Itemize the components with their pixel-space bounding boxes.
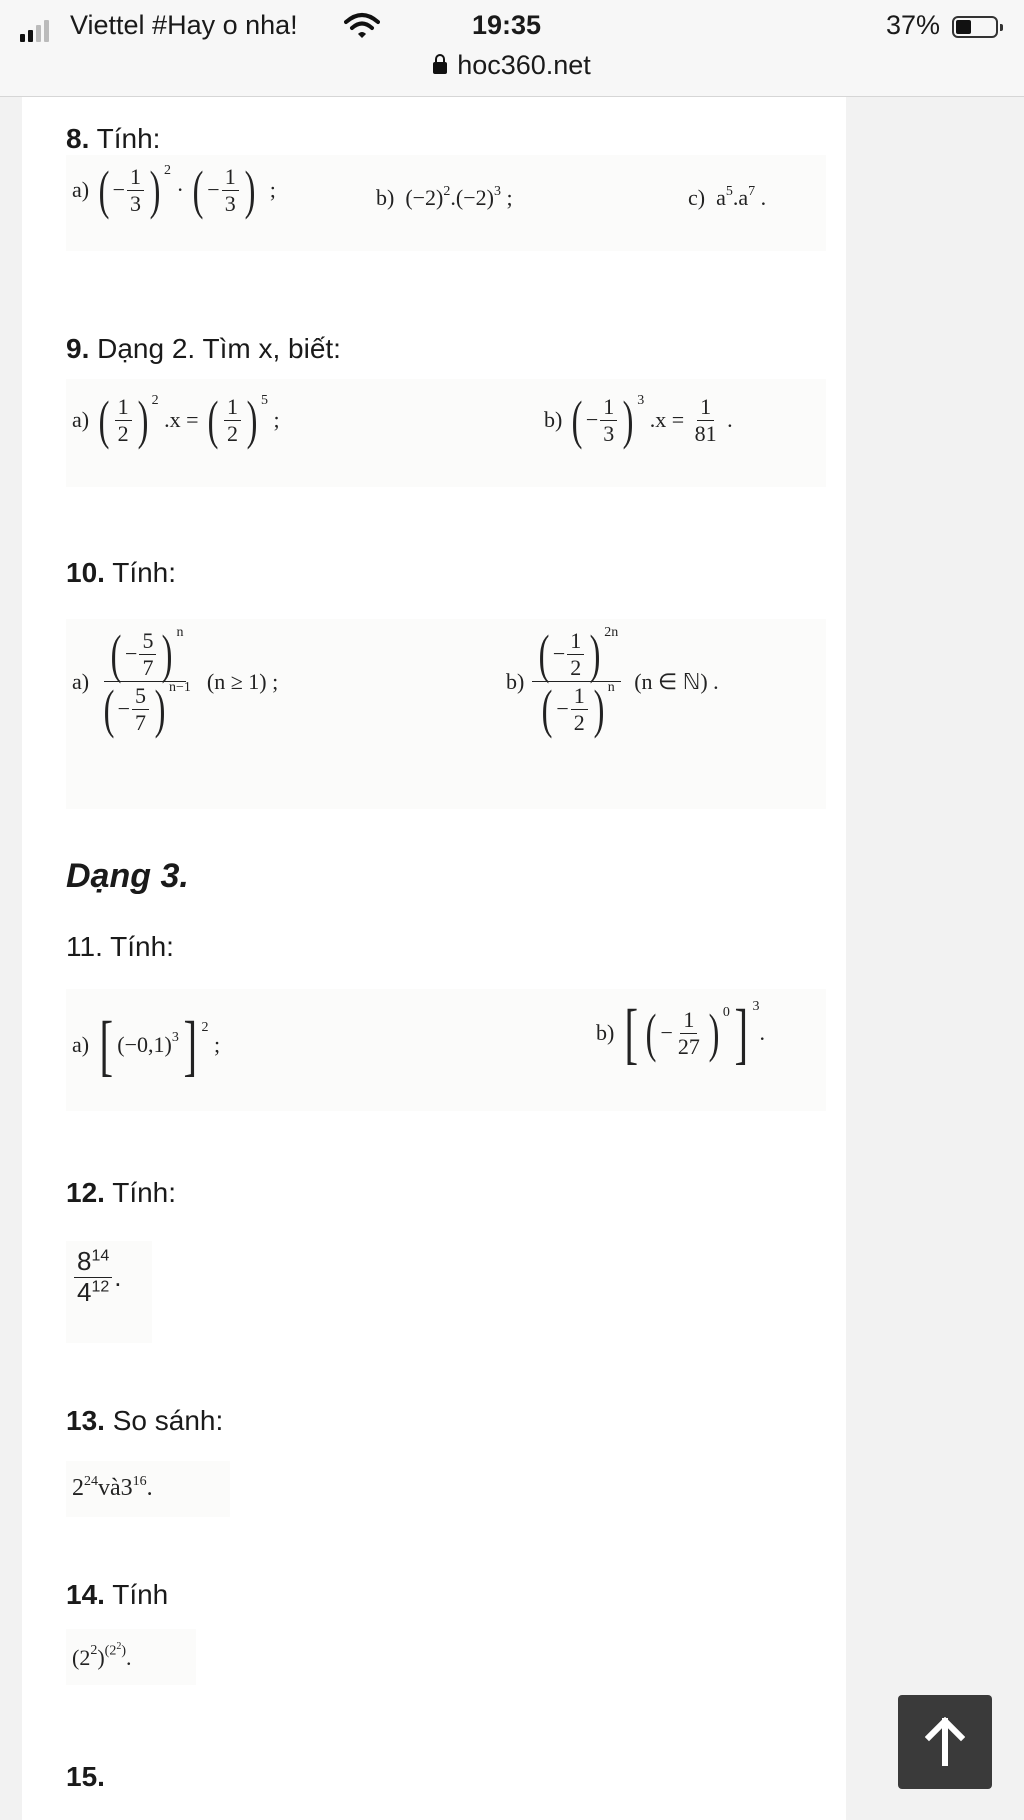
exercise-13-image: 2 $^{24}$ và 3 $^{16}$ . [66,1461,230,1517]
exercise-11-heading: 11. Tính: [66,931,174,962]
page-content [22,97,846,1820]
exercise-12-image: $\frac{8^{14}}{4^{12}}$ . [66,1241,152,1343]
battery-percent: 37% [886,10,941,40]
url-text: hoc360.net [457,50,591,80]
exercise-9-heading: 9. Dạng 2. Tìm x, biết: [66,333,341,364]
status-bar [0,0,1024,97]
clock: 19:35 [472,10,542,40]
exercise-14-heading: 14. Tính [66,1579,169,1610]
section-heading-dang-3: Dạng 3. [66,857,189,895]
address-bar[interactable] [0,50,1024,81]
exercise-13-heading: 13. So sánh: [66,1405,224,1436]
lock-icon [433,62,447,74]
exercise-8-heading: 8. Tính: [66,123,161,154]
arrow-up-icon [925,1717,965,1767]
exercise-11-image: a) [ (−0,1) $^3$ ] $^2$ ; b) [ ( − $\frac{1}{27}$ ) $^0$ ] $^3$ . [66,989,826,1111]
exercise-10-image: a) ( − $\frac{5}{7}$ ) $^n$ ( − $\frac{5}{7}$ ) $^{n-1}$ (n ≥ 1) ; b) ( − $\frac{1}{2}$ ) $^{2n}$ ( − $\frac{1}{2}$ ) $^n$ (n ∈ ℕ) . [66,619,826,809]
exercise-8-image: a) ( − $\frac{1}{3}$ ) $^2$ · ( − $\frac{1}{3}$ ) ; b) (−2) $^2$ .(−2) $^3$ ; c) a $^5$ .a $^7$ . [66,155,826,251]
scroll-to-top-button[interactable] [898,1695,992,1789]
carrier-name: Viettel #Hay o nha! [70,10,298,40]
exercise-12-heading: 12. Tính: [66,1177,177,1208]
exercise-14-image: (2 $^2$ ) $^{(2^2)}$ . [66,1629,196,1685]
signal-strength-icon [20,20,49,42]
exercise-15-heading: 15. [66,1761,105,1792]
wifi-icon [344,12,380,40]
exercise-10-heading: 10. Tính: [66,557,177,588]
exercise-9-image: a) ( $\frac{1}{2}$ ) $^2$ .x = ( $\frac{1}{2}$ ) $^5$ ; b) ( − $\frac{1}{3}$ ) $^3$ .x = $\frac{1}{81}$ . [66,379,826,487]
battery-icon [952,16,998,38]
